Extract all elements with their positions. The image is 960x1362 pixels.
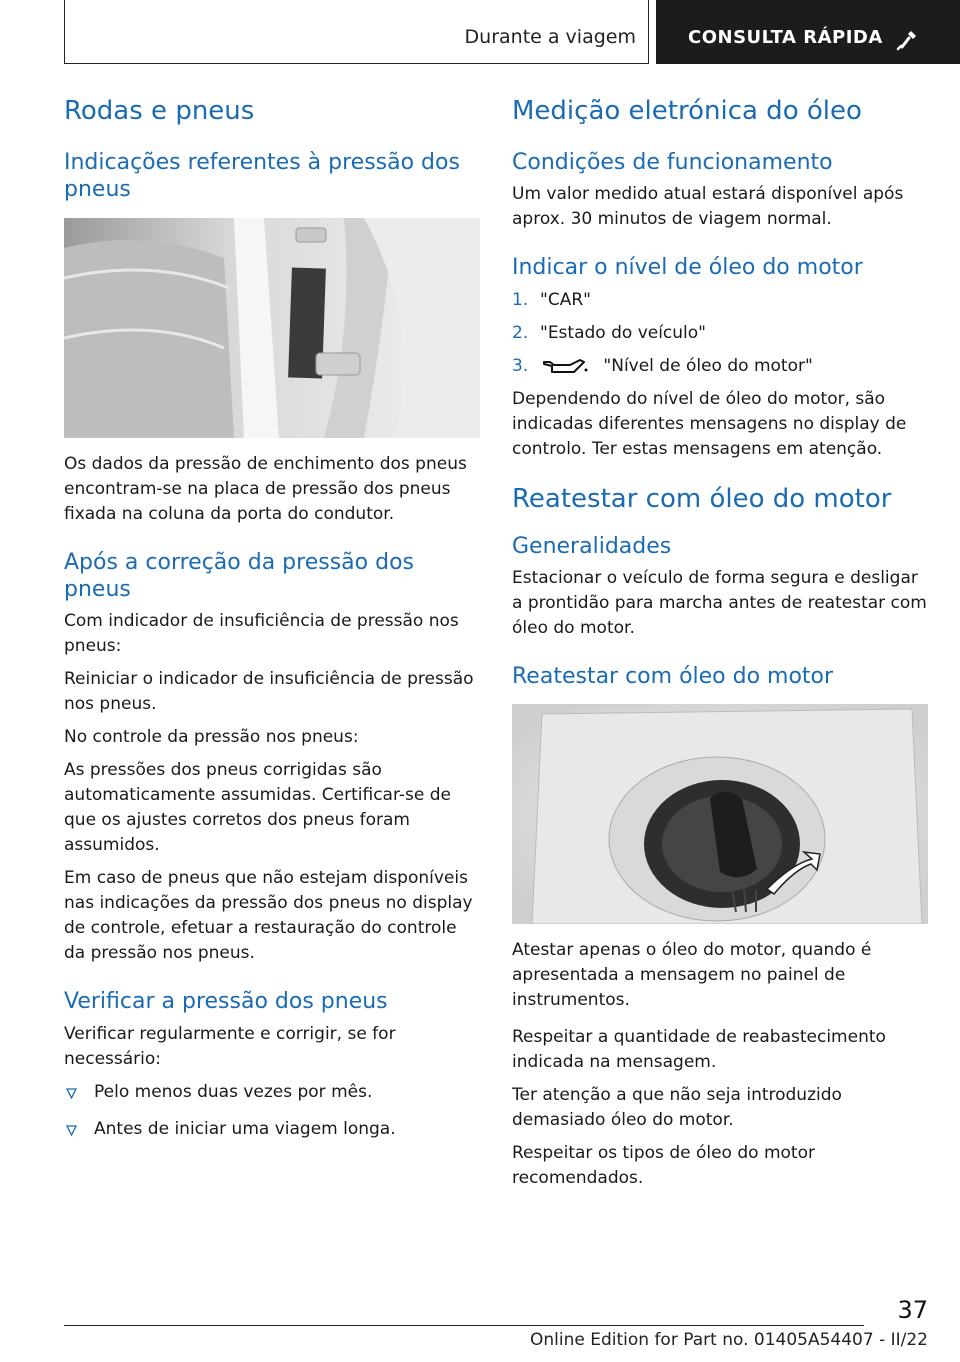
paragraph-reset-control: Em caso de pneus que não estejam disponíveis nas indicações da pressão dos pneus no display de controle, efetuar a restauração do controle da pressão nos pneus. <box>64 868 473 964</box>
step-text: "CAR" <box>540 289 591 310</box>
heading-tire-pressure-info: Indicações referentes à pressão dos pneus <box>64 150 460 203</box>
step-number: 1. <box>512 289 529 310</box>
paragraph-pressure-control: No controle da pressão nos pneus: <box>64 727 359 748</box>
section-title-oil-measurement: Medição eletrónica do óleo <box>512 96 862 126</box>
paragraph-measured-value: Um valor medido atual estará disponível após aprox. 30 minutos de viagem normal. <box>512 184 904 230</box>
paragraph-not-too-much: Ter atenção a que não seja introduzido demasiado óleo do motor. <box>512 1085 842 1131</box>
paragraph-messages: Dependendo do nível de óleo do motor, são indicadas diferentes mensagens no display de controlo. Ter estas mensagens em atenção. <box>512 388 907 459</box>
paragraph-auto-adopt: As pressões dos pneus corrigidas são automaticamente assumidas. Certificar-se de que os ajustes corretos dos pneus foram assumidos. <box>64 760 451 856</box>
wrench-icon <box>893 26 921 54</box>
list-item-text: Pelo menos duas vezes por mês. <box>94 1081 373 1102</box>
section-title-refill-oil: Reatestar com óleo do motor <box>512 483 892 514</box>
list-item <box>64 1117 480 1142</box>
step-number: 2. <box>512 322 529 343</box>
door-pillar-photo <box>64 218 480 438</box>
list-item-text: Antes de iniciar uma viagem longa. <box>94 1118 396 1139</box>
header-tab-label[interactable]: CONSULTA RÁPIDA <box>688 27 883 48</box>
paragraph-refill-when-message: Atestar apenas o óleo do motor, quando é apresentada a mensagem no painel de instrumentos. <box>512 940 872 1011</box>
header-section-title: Durante a viagem <box>464 26 636 48</box>
list-item <box>64 1080 480 1105</box>
step-number: 3. <box>512 355 529 376</box>
triangle-bullet-icon <box>66 1125 77 1136</box>
paragraph-placard: Os dados da pressão de enchimento dos pneus encontram-se na placa de pressão dos pneus fixada na coluna da porta do condutor. <box>64 453 467 524</box>
step-text: "Nível de óleo do motor" <box>603 355 813 376</box>
heading-show-oil-level: Indicar o nível de óleo do motor <box>512 255 863 281</box>
heading-check-pressure: Verificar a pressão dos pneus <box>64 989 388 1015</box>
header-divider-bottom <box>64 63 648 64</box>
header-divider-left <box>64 0 65 64</box>
step-item <box>512 321 928 346</box>
left-column <box>64 96 480 1154</box>
oil-can-icon <box>540 356 588 376</box>
paragraph-oil-types: Respeitar os tipos de óleo do motor recomendados. <box>512 1143 815 1189</box>
right-column <box>512 96 928 1199</box>
paragraph-with-indicator: Com indicador de insuficiência de pressão nos pneus: <box>64 611 459 657</box>
step-text: "Estado do veículo" <box>540 322 706 343</box>
triangle-bullet-icon <box>66 1088 77 1099</box>
page-number: 37 <box>897 1296 928 1324</box>
heading-operating-conditions: Condições de funcionamento <box>512 150 833 176</box>
oil-level-steps <box>512 288 928 379</box>
footer-edition: Online Edition for Part no. 01405A54407 - II/22 <box>529 1330 928 1350</box>
step-item <box>512 288 928 313</box>
check-frequency-list <box>64 1080 480 1142</box>
section-title-wheels: Rodas e pneus <box>64 96 255 126</box>
paragraph-reset-indicator: Reiniciar o indicador de insuficiência de pressão nos pneus. <box>64 669 474 715</box>
heading-general: Generalidades <box>512 533 672 559</box>
heading-refill-oil: Reatestar com óleo do motor <box>512 664 834 690</box>
oil-filler-cap-photo <box>512 704 928 924</box>
paragraph-quantity: Respeitar a quantidade de reabastecimento indicada na mensagem. <box>512 1027 886 1073</box>
paragraph-park-safely: Estacionar o veículo de forma segura e desligar a prontidão para marcha antes de reatestar com óleo do motor. <box>512 568 927 639</box>
step-item <box>512 354 928 379</box>
paragraph-check-regularly: Verificar regularmente e corrigir, se for necessário: <box>64 1023 396 1069</box>
heading-after-correction: Após a correção da pressão dos pneus <box>64 549 414 602</box>
footer-divider <box>64 1325 864 1326</box>
header-divider-mid <box>648 0 649 64</box>
